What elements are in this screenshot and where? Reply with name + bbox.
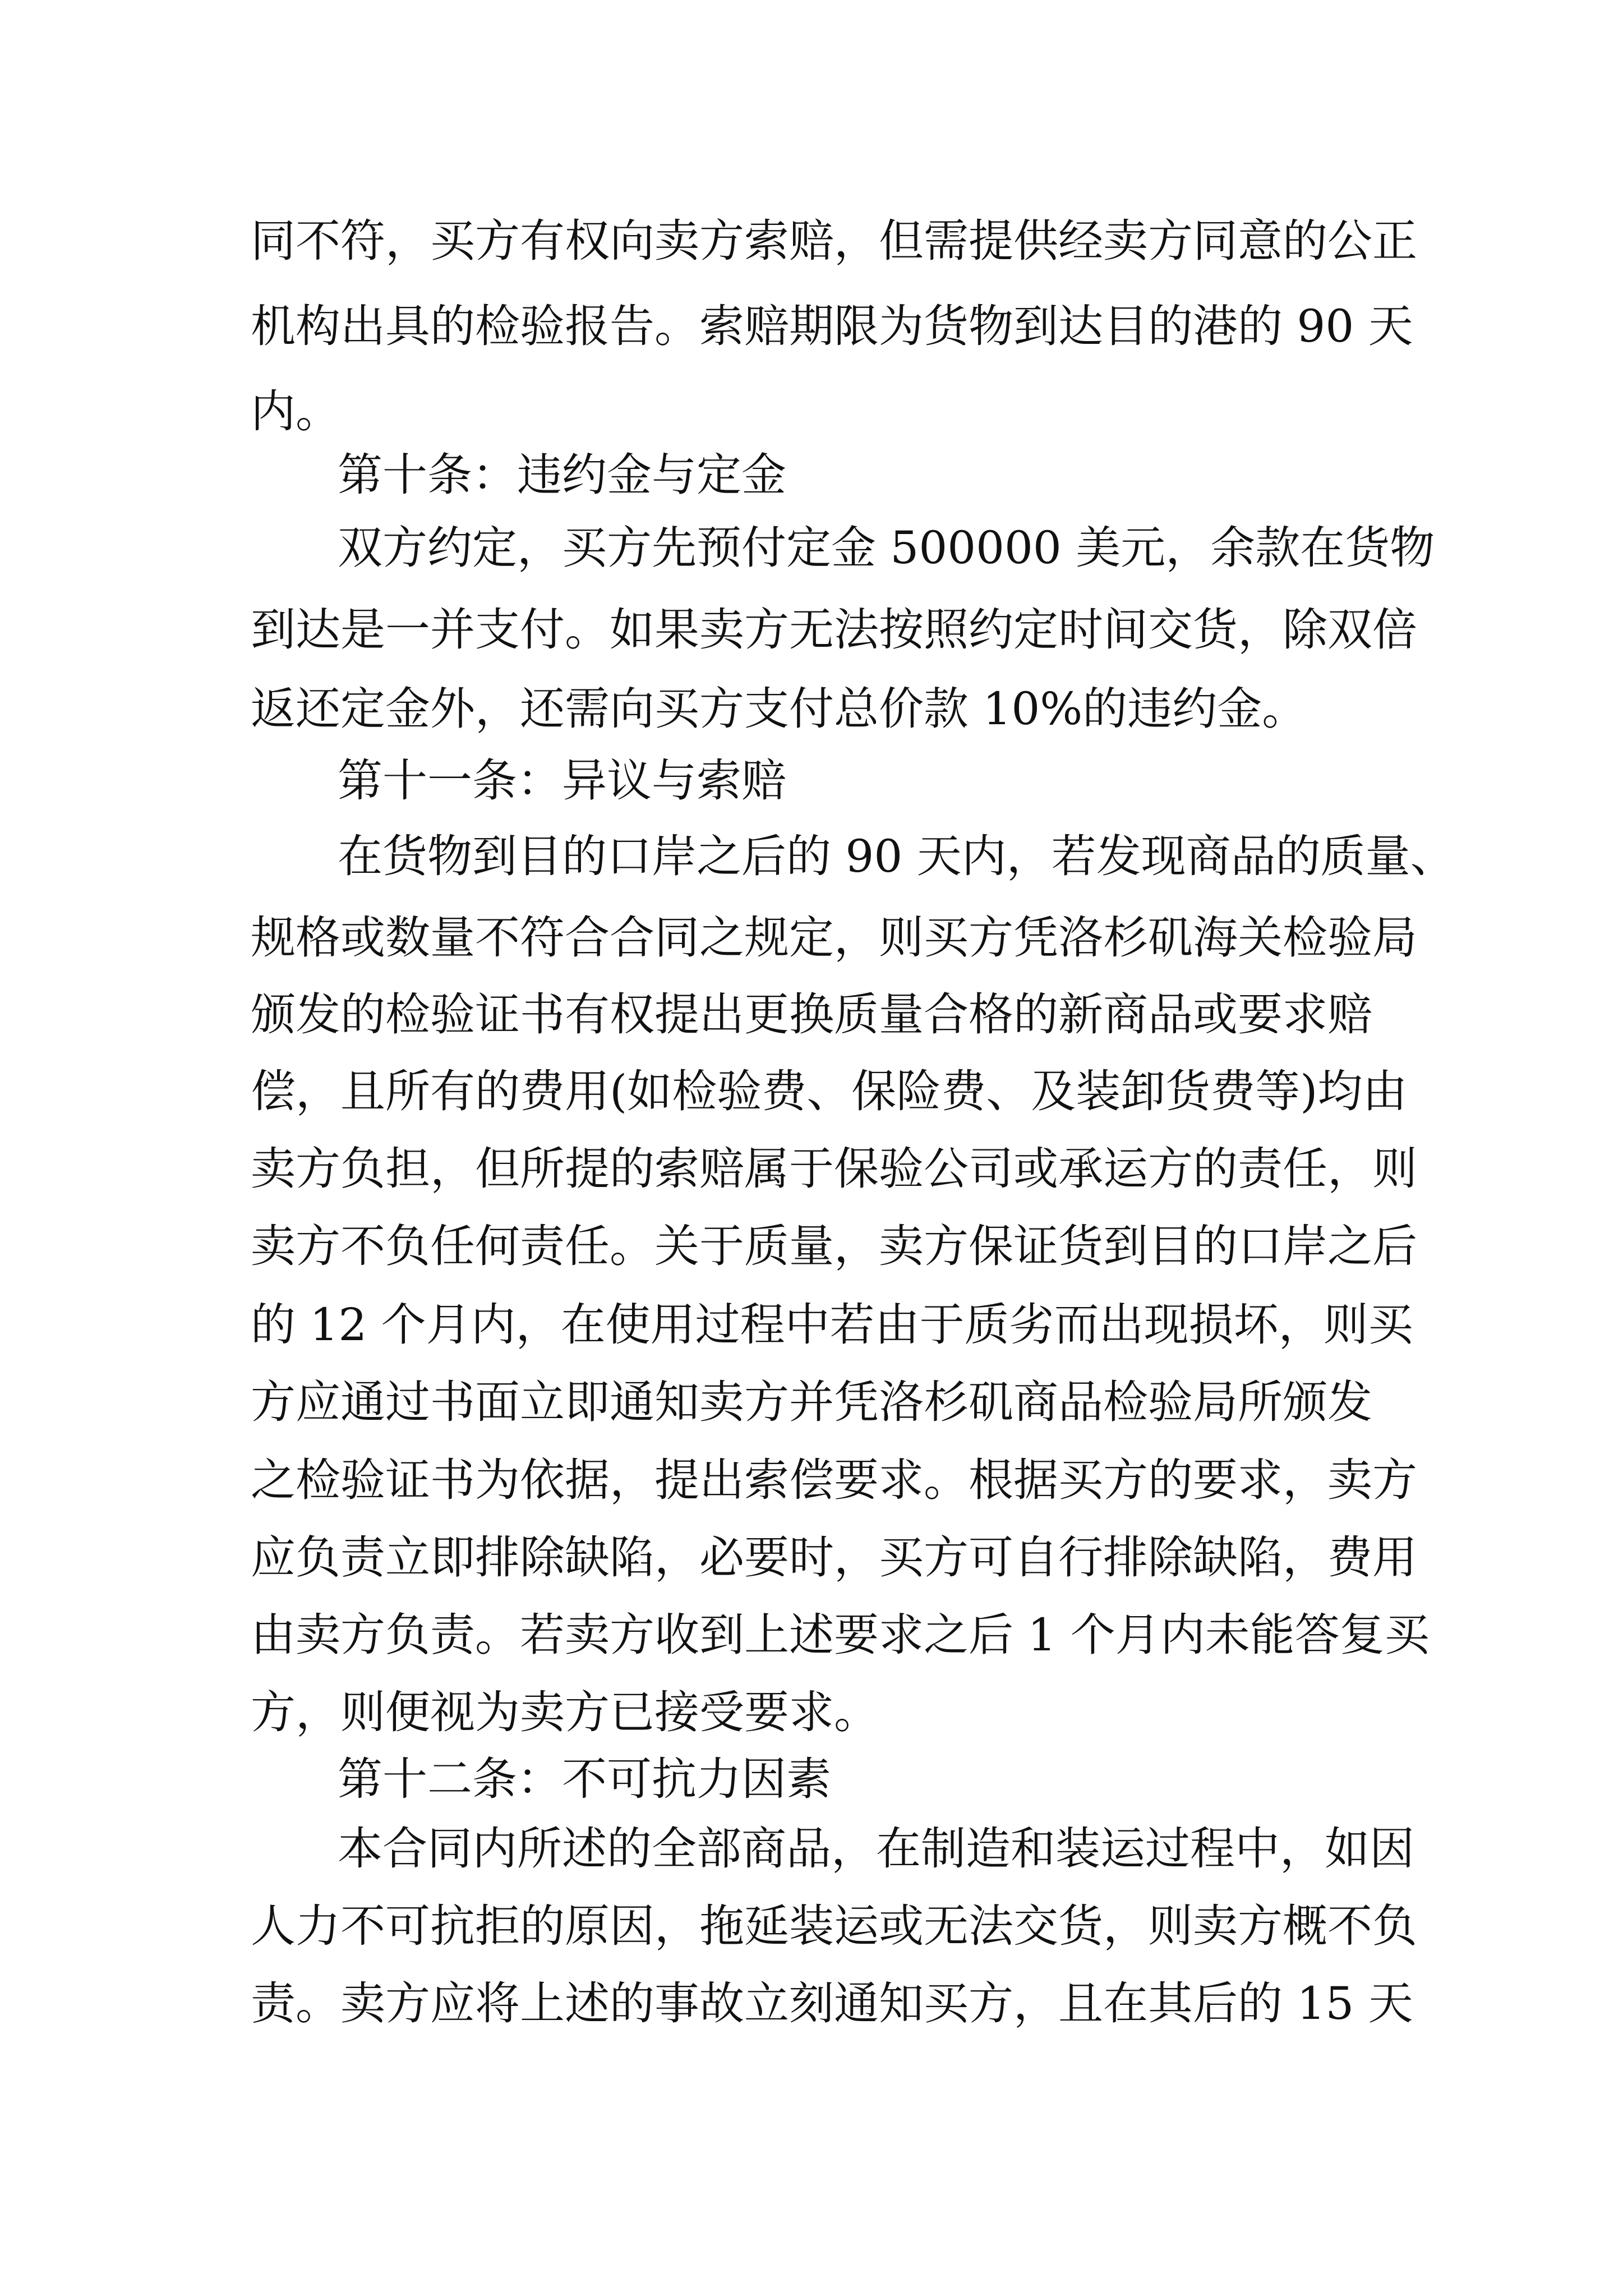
body-text-line: 应负责立即排除缺陷，必要时，买方可自行排除缺陷，费用 — [251, 1531, 1417, 1584]
section-heading: 第十一条：异议与索赔 — [338, 754, 786, 807]
body-text-line: 返还定金外，还需向买方支付总价款 10%的违约金。 — [251, 683, 1307, 735]
body-text-line: 由卖方负责。若卖方收到上述要求之后 1 个月内未能答复买 — [251, 1609, 1430, 1661]
body-text-line: 同不符，买方有权向卖方索赔，但需提供经卖方同意的公正 — [251, 215, 1417, 267]
body-text-line: 的 12 个月内，在使用过程中若由于质劣而出现损坏，则买 — [251, 1299, 1413, 1351]
body-text-line: 之检验证书为依据，提出索偿要求。根据买方的要求，卖方 — [251, 1454, 1417, 1506]
section-heading: 第十条：违约金与定金 — [338, 449, 786, 501]
body-text-line: 责。卖方应将上述的事故立刻通知买方，且在其后的 15 天 — [251, 1977, 1413, 2030]
body-text-line: 机构出具的检验报告。索赔期限为货物到达目的港的 90 天 — [251, 300, 1413, 352]
body-text-line: 到达是一并支付。如果卖方无法按照约定时间交货，除双倍 — [251, 604, 1417, 656]
body-text-line: 本合同内所述的全部商品，在制造和装运过程中，如因 — [338, 1823, 1414, 1875]
body-text-line: 双方约定，买方先预付定金 500000 美元，余款在货物 — [338, 522, 1435, 574]
body-text-line: 颁发的检验证书有权提出更换质量合格的新商品或要求赔 — [251, 988, 1372, 1041]
body-text-line: 内。 — [251, 385, 340, 438]
body-text-line: 规格或数量不符合合同之规定，则买方凭洛杉矶海关检验局 — [251, 912, 1417, 964]
body-text-line: 卖方负担，但所提的索赔属于保验公司或承运方的责任，则 — [251, 1143, 1417, 1195]
body-text-line: 在货物到目的口岸之后的 90 天内，若发现商品的质量、 — [338, 830, 1455, 882]
body-text-line: 方应通过书面立即通知卖方并凭洛杉矶商品检验局所颁发 — [251, 1376, 1372, 1428]
body-text-line: 偿，且所有的费用(如检验费、保险费、及装卸货费等)均由 — [251, 1065, 1408, 1117]
section-heading: 第十二条：不可抗力因素 — [338, 1753, 831, 1805]
body-text-line: 人力不可抗拒的原因，拖延装运或无法交货，则卖方概不负 — [251, 1900, 1417, 1952]
body-text-line: 卖方不负任何责任。关于质量，卖方保证货到目的口岸之后 — [251, 1220, 1417, 1272]
body-text-line: 方，则便视为卖方已接受要求。 — [251, 1686, 879, 1738]
